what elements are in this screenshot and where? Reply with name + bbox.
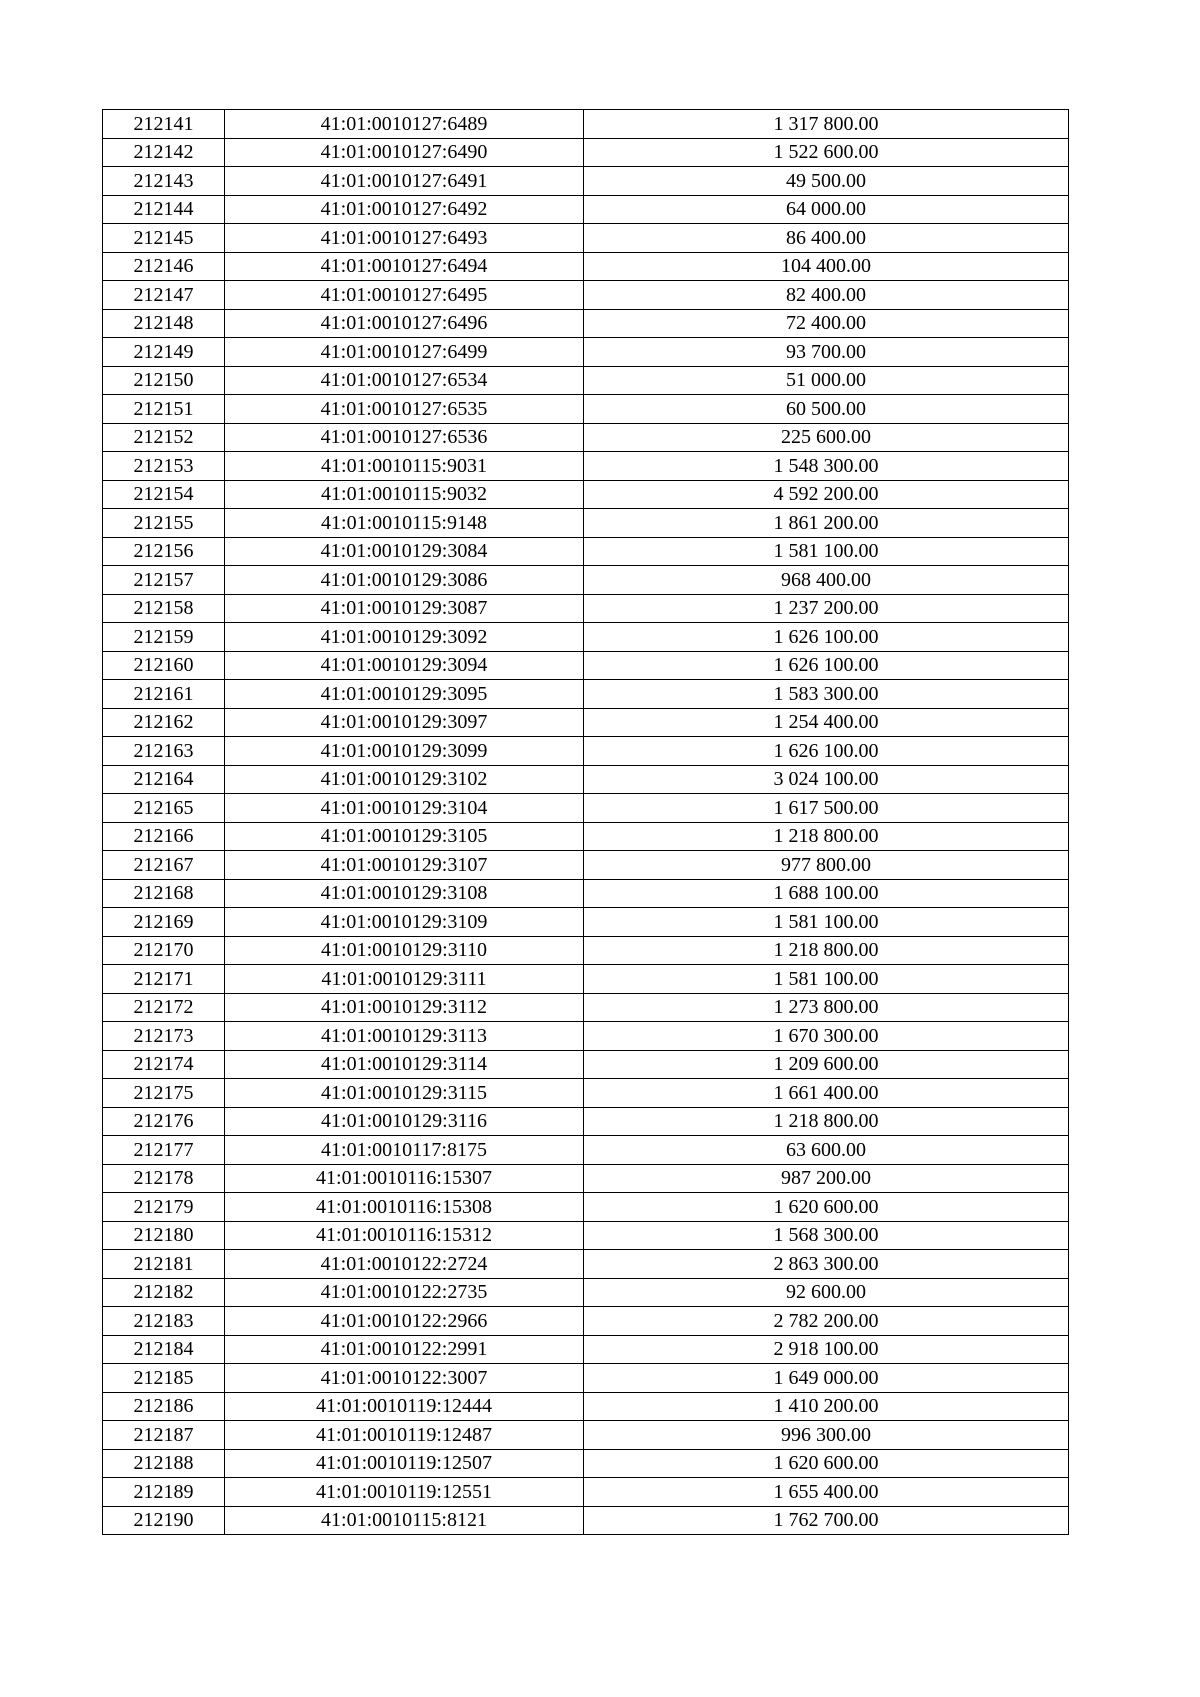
cadastral-number-cell: 41:01:0010127:6489 — [225, 110, 584, 139]
value-cell: 1 548 300.00 — [584, 452, 1069, 481]
row-number-cell: 212187 — [103, 1421, 225, 1450]
row-number-cell: 212172 — [103, 993, 225, 1022]
row-number-cell: 212175 — [103, 1079, 225, 1108]
value-cell: 1 218 800.00 — [584, 936, 1069, 965]
table-row — [103, 1307, 1069, 1336]
cadastral-number-cell: 41:01:0010129:3115 — [225, 1079, 584, 1108]
row-number-cell: 212151 — [103, 395, 225, 424]
table-row — [103, 879, 1069, 908]
cadastral-number-cell: 41:01:0010122:2735 — [225, 1278, 584, 1307]
row-number-cell: 212149 — [103, 338, 225, 367]
row-number-cell: 212157 — [103, 566, 225, 595]
table-row — [103, 594, 1069, 623]
cadastral-number-cell: 41:01:0010129:3084 — [225, 537, 584, 566]
value-cell: 1 273 800.00 — [584, 993, 1069, 1022]
data-table — [102, 109, 1069, 1535]
cadastral-number-cell: 41:01:0010122:2966 — [225, 1307, 584, 1336]
table-row — [103, 708, 1069, 737]
row-number-cell: 212189 — [103, 1478, 225, 1507]
row-number-cell: 212166 — [103, 822, 225, 851]
table-row — [103, 1164, 1069, 1193]
row-number-cell: 212176 — [103, 1107, 225, 1136]
cadastral-number-cell: 41:01:0010129:3097 — [225, 708, 584, 737]
row-number-cell: 212159 — [103, 623, 225, 652]
table-row — [103, 1221, 1069, 1250]
cadastral-number-cell: 41:01:0010129:3099 — [225, 737, 584, 766]
table-row — [103, 309, 1069, 338]
row-number-cell: 212152 — [103, 423, 225, 452]
table-row — [103, 1278, 1069, 1307]
row-number-cell: 212180 — [103, 1221, 225, 1250]
cadastral-number-cell: 41:01:0010122:3007 — [225, 1364, 584, 1393]
value-cell: 1 254 400.00 — [584, 708, 1069, 737]
cadastral-number-cell: 41:01:0010129:3108 — [225, 879, 584, 908]
row-number-cell: 212156 — [103, 537, 225, 566]
row-number-cell: 212188 — [103, 1449, 225, 1478]
value-cell: 63 600.00 — [584, 1136, 1069, 1165]
value-cell: 1 649 000.00 — [584, 1364, 1069, 1393]
row-number-cell: 212169 — [103, 908, 225, 937]
row-number-cell: 212165 — [103, 794, 225, 823]
cadastral-number-cell: 41:01:0010129:3112 — [225, 993, 584, 1022]
table-row — [103, 509, 1069, 538]
table-row — [103, 1449, 1069, 1478]
table-body — [103, 110, 1069, 1535]
cadastral-number-cell: 41:01:0010119:12487 — [225, 1421, 584, 1450]
cadastral-number-cell: 41:01:0010129:3110 — [225, 936, 584, 965]
table-row — [103, 822, 1069, 851]
cadastral-number-cell: 41:01:0010119:12551 — [225, 1478, 584, 1507]
table-row — [103, 908, 1069, 937]
cadastral-number-cell: 41:01:0010127:6494 — [225, 252, 584, 281]
table-row — [103, 851, 1069, 880]
cadastral-number-cell: 41:01:0010129:3104 — [225, 794, 584, 823]
value-cell: 104 400.00 — [584, 252, 1069, 281]
table-row — [103, 623, 1069, 652]
value-cell: 987 200.00 — [584, 1164, 1069, 1193]
table-row — [103, 794, 1069, 823]
value-cell: 968 400.00 — [584, 566, 1069, 595]
value-cell: 1 581 100.00 — [584, 537, 1069, 566]
value-cell: 996 300.00 — [584, 1421, 1069, 1450]
row-number-cell: 212190 — [103, 1506, 225, 1535]
table-row — [103, 252, 1069, 281]
table-row — [103, 281, 1069, 310]
value-cell: 1 762 700.00 — [584, 1506, 1069, 1535]
row-number-cell: 212177 — [103, 1136, 225, 1165]
value-cell: 92 600.00 — [584, 1278, 1069, 1307]
cadastral-number-cell: 41:01:0010116:15308 — [225, 1193, 584, 1222]
row-number-cell: 212178 — [103, 1164, 225, 1193]
table-row — [103, 1392, 1069, 1421]
cadastral-number-cell: 41:01:0010115:9031 — [225, 452, 584, 481]
value-cell: 977 800.00 — [584, 851, 1069, 880]
cadastral-number-cell: 41:01:0010115:9032 — [225, 480, 584, 509]
row-number-cell: 212173 — [103, 1022, 225, 1051]
table-row — [103, 423, 1069, 452]
value-cell: 225 600.00 — [584, 423, 1069, 452]
row-number-cell: 212153 — [103, 452, 225, 481]
cadastral-number-cell: 41:01:0010122:2724 — [225, 1250, 584, 1279]
table-row — [103, 765, 1069, 794]
value-cell: 1 581 100.00 — [584, 965, 1069, 994]
table-row — [103, 1335, 1069, 1364]
table-row — [103, 1193, 1069, 1222]
row-number-cell: 212143 — [103, 167, 225, 196]
table-row — [103, 452, 1069, 481]
table-row — [103, 195, 1069, 224]
value-cell: 72 400.00 — [584, 309, 1069, 338]
table-row — [103, 737, 1069, 766]
table-row — [103, 1364, 1069, 1393]
cadastral-number-cell: 41:01:0010129:3114 — [225, 1050, 584, 1079]
cadastral-number-cell: 41:01:0010129:3086 — [225, 566, 584, 595]
cadastral-number-cell: 41:01:0010127:6492 — [225, 195, 584, 224]
value-cell: 86 400.00 — [584, 224, 1069, 253]
cadastral-number-cell: 41:01:0010116:15307 — [225, 1164, 584, 1193]
row-number-cell: 212171 — [103, 965, 225, 994]
value-cell: 1 670 300.00 — [584, 1022, 1069, 1051]
cadastral-number-cell: 41:01:0010127:6534 — [225, 366, 584, 395]
row-number-cell: 212155 — [103, 509, 225, 538]
table-row — [103, 1478, 1069, 1507]
row-number-cell: 212168 — [103, 879, 225, 908]
row-number-cell: 212161 — [103, 680, 225, 709]
cadastral-number-cell: 41:01:0010127:6491 — [225, 167, 584, 196]
table-row — [103, 395, 1069, 424]
table-row — [103, 1250, 1069, 1279]
cadastral-number-cell: 41:01:0010129:3107 — [225, 851, 584, 880]
cadastral-number-cell: 41:01:0010115:9148 — [225, 509, 584, 538]
document-page — [102, 109, 1068, 1535]
table-row — [103, 566, 1069, 595]
value-cell: 93 700.00 — [584, 338, 1069, 367]
row-number-cell: 212164 — [103, 765, 225, 794]
cadastral-number-cell: 41:01:0010127:6536 — [225, 423, 584, 452]
row-number-cell: 212170 — [103, 936, 225, 965]
value-cell: 1 522 600.00 — [584, 138, 1069, 167]
cadastral-number-cell: 41:01:0010129:3095 — [225, 680, 584, 709]
table-row — [103, 1421, 1069, 1450]
cadastral-number-cell: 41:01:0010127:6490 — [225, 138, 584, 167]
value-cell: 3 024 100.00 — [584, 765, 1069, 794]
value-cell: 2 782 200.00 — [584, 1307, 1069, 1336]
row-number-cell: 212184 — [103, 1335, 225, 1364]
value-cell: 1 861 200.00 — [584, 509, 1069, 538]
cadastral-number-cell: 41:01:0010117:8175 — [225, 1136, 584, 1165]
row-number-cell: 212185 — [103, 1364, 225, 1393]
table-row — [103, 1107, 1069, 1136]
row-number-cell: 212186 — [103, 1392, 225, 1421]
value-cell: 82 400.00 — [584, 281, 1069, 310]
value-cell: 1 620 600.00 — [584, 1193, 1069, 1222]
table-row — [103, 1506, 1069, 1535]
value-cell: 64 000.00 — [584, 195, 1069, 224]
table-row — [103, 366, 1069, 395]
value-cell: 1 626 100.00 — [584, 623, 1069, 652]
cadastral-number-cell: 41:01:0010115:8121 — [225, 1506, 584, 1535]
table-row — [103, 936, 1069, 965]
cadastral-number-cell: 41:01:0010119:12444 — [225, 1392, 584, 1421]
row-number-cell: 212147 — [103, 281, 225, 310]
cadastral-number-cell: 41:01:0010129:3116 — [225, 1107, 584, 1136]
table-row — [103, 138, 1069, 167]
value-cell: 1 218 800.00 — [584, 822, 1069, 851]
value-cell: 1 583 300.00 — [584, 680, 1069, 709]
table-row — [103, 1079, 1069, 1108]
cadastral-number-cell: 41:01:0010127:6496 — [225, 309, 584, 338]
value-cell: 1 688 100.00 — [584, 879, 1069, 908]
table-row — [103, 537, 1069, 566]
table-row — [103, 965, 1069, 994]
value-cell: 1 626 100.00 — [584, 737, 1069, 766]
table-row — [103, 1050, 1069, 1079]
value-cell: 60 500.00 — [584, 395, 1069, 424]
cadastral-number-cell: 41:01:0010127:6495 — [225, 281, 584, 310]
table-row — [103, 1022, 1069, 1051]
row-number-cell: 212154 — [103, 480, 225, 509]
row-number-cell: 212162 — [103, 708, 225, 737]
table-row — [103, 993, 1069, 1022]
cadastral-number-cell: 41:01:0010116:15312 — [225, 1221, 584, 1250]
row-number-cell: 212181 — [103, 1250, 225, 1279]
row-number-cell: 212158 — [103, 594, 225, 623]
table-row — [103, 224, 1069, 253]
cadastral-number-cell: 41:01:0010129:3092 — [225, 623, 584, 652]
cadastral-number-cell: 41:01:0010127:6499 — [225, 338, 584, 367]
value-cell: 1 218 800.00 — [584, 1107, 1069, 1136]
cadastral-number-cell: 41:01:0010129:3113 — [225, 1022, 584, 1051]
value-cell: 1 581 100.00 — [584, 908, 1069, 937]
cadastral-number-cell: 41:01:0010129:3111 — [225, 965, 584, 994]
table-row — [103, 680, 1069, 709]
row-number-cell: 212167 — [103, 851, 225, 880]
value-cell: 1 620 600.00 — [584, 1449, 1069, 1478]
cadastral-number-cell: 41:01:0010119:12507 — [225, 1449, 584, 1478]
row-number-cell: 212142 — [103, 138, 225, 167]
value-cell: 1 410 200.00 — [584, 1392, 1069, 1421]
value-cell: 1 209 600.00 — [584, 1050, 1069, 1079]
row-number-cell: 212160 — [103, 651, 225, 680]
cadastral-number-cell: 41:01:0010129:3094 — [225, 651, 584, 680]
cadastral-number-cell: 41:01:0010127:6493 — [225, 224, 584, 253]
row-number-cell: 212141 — [103, 110, 225, 139]
row-number-cell: 212179 — [103, 1193, 225, 1222]
cadastral-number-cell: 41:01:0010129:3087 — [225, 594, 584, 623]
value-cell: 1 317 800.00 — [584, 110, 1069, 139]
value-cell: 2 863 300.00 — [584, 1250, 1069, 1279]
row-number-cell: 212174 — [103, 1050, 225, 1079]
row-number-cell: 212182 — [103, 1278, 225, 1307]
table-row — [103, 338, 1069, 367]
cadastral-number-cell: 41:01:0010129:3105 — [225, 822, 584, 851]
value-cell: 1 661 400.00 — [584, 1079, 1069, 1108]
value-cell: 51 000.00 — [584, 366, 1069, 395]
row-number-cell: 212183 — [103, 1307, 225, 1336]
cadastral-number-cell: 41:01:0010127:6535 — [225, 395, 584, 424]
row-number-cell: 212163 — [103, 737, 225, 766]
table-row — [103, 167, 1069, 196]
value-cell: 4 592 200.00 — [584, 480, 1069, 509]
value-cell: 1 568 300.00 — [584, 1221, 1069, 1250]
table-row — [103, 1136, 1069, 1165]
value-cell: 1 617 500.00 — [584, 794, 1069, 823]
row-number-cell: 212148 — [103, 309, 225, 338]
value-cell: 1 655 400.00 — [584, 1478, 1069, 1507]
value-cell: 1 626 100.00 — [584, 651, 1069, 680]
value-cell: 1 237 200.00 — [584, 594, 1069, 623]
cadastral-number-cell: 41:01:0010129:3109 — [225, 908, 584, 937]
row-number-cell: 212144 — [103, 195, 225, 224]
row-number-cell: 212145 — [103, 224, 225, 253]
table-row — [103, 110, 1069, 139]
row-number-cell: 212150 — [103, 366, 225, 395]
value-cell: 2 918 100.00 — [584, 1335, 1069, 1364]
row-number-cell: 212146 — [103, 252, 225, 281]
cadastral-number-cell: 41:01:0010122:2991 — [225, 1335, 584, 1364]
table-row — [103, 480, 1069, 509]
table-row — [103, 651, 1069, 680]
cadastral-number-cell: 41:01:0010129:3102 — [225, 765, 584, 794]
value-cell: 49 500.00 — [584, 167, 1069, 196]
